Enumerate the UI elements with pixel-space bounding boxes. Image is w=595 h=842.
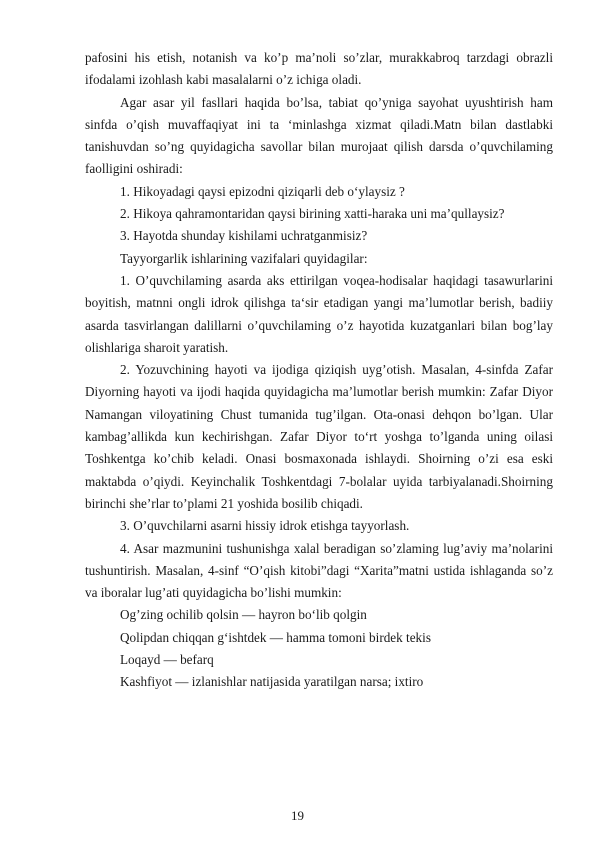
paragraph-intro-continuation: pafosini his etish, notanish va ko’p ma’noli so’zlar, murakkabroq tarzdagi obrazli ifodalami izohlash kabi masalalarni o’z ichiga oladi. [85, 50, 553, 88]
glossary-entry-4: Kashfiyot — izlanishlar natijasida yaratilgan narsa; ixtiro [120, 674, 424, 690]
question-item-1: 1. Hikoyadagi qaysi epizodni qiziqarli deb o‘ylaysiz ? [120, 183, 405, 199]
question-item-2: 2. Hikoya qahramontaridan qaysi birining xatti-haraka uni ma’qullaysiz? [120, 206, 505, 222]
task-item-1: 1. O’quvchilaming asarda aks ettirilgan voqea-hodisalar haqidagi tasawurlarini boyitish, matnni ongli idrok qilishga ta‘sir etadigan yangi ma’lumotlar berish, badiiy asarda tasvirlangan dalillarni o’quvchilaming o’z hayotida kuzatganlari bilan bog’lay olishlariga sharoit yaratish. [85, 272, 553, 355]
task-item-4: 4. Asar mazmunini tushunishga xalal beradigan so’zlaming lug’aviy ma’nolarini tushuntirish. Masalan, 4-sinf “O’qish kitobi”dagi “Xarita”matni ustida ishlaganda so’z va iboralar lug’ati quyidagicha bo’lishi mumkin: [85, 540, 553, 601]
tasks-heading: Tayyorgarlik ishlarining vazifalari quyidagilar: [120, 250, 368, 266]
question-item-3: 3. Hayotda shunday kishilami uchratganmisiz? [120, 228, 368, 244]
task-item-3: 3. O’quvchilarni asarni hissiy idrok etishga tayyorlash. [120, 518, 410, 534]
page-number: 19 [291, 808, 304, 823]
glossary-entry-2: Qolipdan chiqqan g‘ishtdek — hamma tomoni birdek tekis [120, 629, 431, 645]
glossary-entry-1: Og’zing ochilib qolsin — hayron bo‘lib qolgin [120, 607, 367, 623]
task-item-2: 2. Yozuvchining hayoti va ijodiga qiziqish uyg’otish. Masalan, 4-sinfda Zafar Diyorning hayoti va ijodi haqida quyidagicha ma’lumotlar berish mumkin: Zafar Diyor Namangan viloyatining Chust tumanida tug’ilgan. Ota-onasi dehqon bo’lgan. Ular kambag’allikda kun kechirishgan. Zafar Diyor to‘rt yoshga to’lganda uning oilasi Toshkentga ko’chib keladi. Onasi bosmaxonada ishlaydi. Shoirning o’zi esa eski maktabda o’qiydi. Keyinchalik Toshkentdagi 7-bolalar uyida tarbiyalanadi.Shoirning birinchi she’rlar to’plami 21 yoshida bosilib chiqadi. [85, 362, 553, 511]
paragraph-seasons-excursion: Agar asar yil fasllari haqida bo’lsa, tabiat qo’yniga sayohat uyushtirish ham sinfda o’qish muvaffaqiyat ini ta ‘minlashga xizmat qiladi.Matn bilan dastlabki tanishuvdan so’ng quyidagicha savollar bilan murojaat qilish darsda o’quvchilaming faolligini oshiradi: [85, 94, 553, 177]
document-page [85, 47, 553, 694]
glossary-entry-3: Loqayd — befarq [120, 652, 214, 668]
